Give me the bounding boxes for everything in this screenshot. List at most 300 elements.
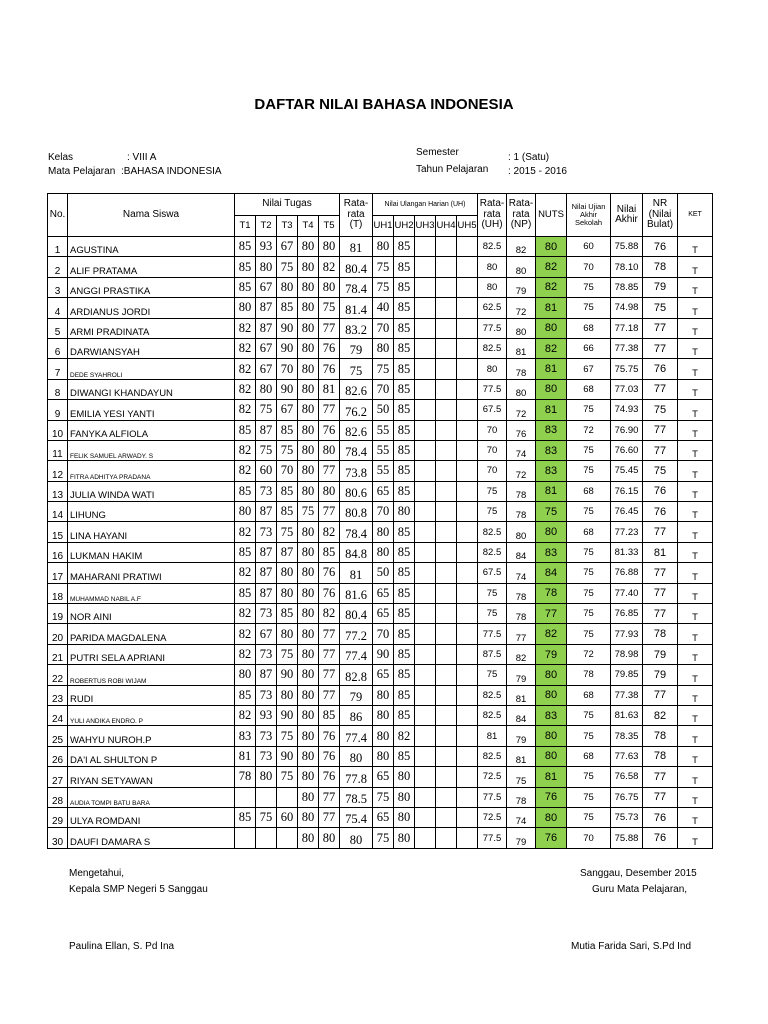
cell-rata-t: 80.6	[340, 481, 373, 501]
table-row	[48, 542, 713, 562]
cell-uh5	[457, 624, 478, 644]
cell-rata-np: 74	[507, 563, 536, 583]
cell-t4: 80	[298, 420, 319, 440]
cell-nama-siswa: LIHUNG	[68, 502, 235, 522]
cell-rata-t: 79	[340, 685, 373, 705]
cell-uh2: 85	[394, 685, 415, 705]
cell-t5: 77	[319, 624, 340, 644]
cell-t2	[256, 828, 277, 848]
header-rata-np: Rata- rata (NP)	[507, 194, 536, 237]
cell-nuts: 79	[536, 644, 567, 664]
header-uh5: UH5	[457, 216, 478, 237]
cell-rata-np: 80	[507, 257, 536, 277]
cell-rata-uh: 75	[478, 665, 507, 685]
cell-nilai-ujian-akhir: 75	[567, 440, 611, 460]
cell-rata-t: 77.8	[340, 767, 373, 787]
cell-rata-t: 78.4	[340, 440, 373, 460]
cell-nilai-bulat: 78	[643, 257, 678, 277]
cell-t1	[235, 828, 256, 848]
cell-no: 6	[48, 338, 68, 358]
cell-nuts: 80	[536, 665, 567, 685]
tahun-value: : 2015 - 2016	[508, 166, 567, 177]
cell-no: 30	[48, 828, 68, 848]
cell-nuts: 80	[536, 726, 567, 746]
cell-t1: 85	[235, 807, 256, 827]
cell-nilai-akhir: 76.15	[611, 481, 643, 501]
cell-t4: 80	[298, 400, 319, 420]
cell-rata-np: 81	[507, 338, 536, 358]
cell-nilai-akhir: 77.03	[611, 379, 643, 399]
header-t4: T4	[298, 216, 319, 237]
cell-no: 15	[48, 522, 68, 542]
table-row	[48, 624, 713, 644]
cell-uh4	[436, 522, 457, 542]
cell-uh4	[436, 359, 457, 379]
cell-nilai-ujian-akhir: 78	[567, 665, 611, 685]
table-row	[48, 502, 713, 522]
cell-rata-np: 82	[507, 644, 536, 664]
cell-t4: 80	[298, 583, 319, 603]
cell-nama-siswa: ALIF PRATAMA	[68, 257, 235, 277]
cell-uh5	[457, 604, 478, 624]
cell-no: 9	[48, 400, 68, 420]
cell-t1: 85	[235, 237, 256, 257]
cell-uh2: 85	[394, 440, 415, 460]
cell-t5: 82	[319, 522, 340, 542]
cell-nilai-ujian-akhir: 75	[567, 502, 611, 522]
cell-t2: 87	[256, 318, 277, 338]
cell-nilai-akhir: 79.85	[611, 665, 643, 685]
cell-t2: 93	[256, 237, 277, 257]
cell-t2: 73	[256, 746, 277, 766]
cell-uh3	[415, 257, 436, 277]
cell-uh2: 85	[394, 420, 415, 440]
cell-t5: 76	[319, 767, 340, 787]
cell-nilai-akhir: 78.35	[611, 726, 643, 746]
cell-rata-t: 79	[340, 338, 373, 358]
cell-rata-np: 78	[507, 502, 536, 522]
cell-no: 12	[48, 461, 68, 481]
cell-uh4	[436, 604, 457, 624]
cell-nilai-ujian-akhir: 72	[567, 420, 611, 440]
cell-ket: T	[678, 767, 713, 787]
cell-t2: 87	[256, 542, 277, 562]
cell-t5: 76	[319, 338, 340, 358]
cell-uh1: 50	[373, 400, 394, 420]
cell-t5: 77	[319, 461, 340, 481]
cell-nilai-bulat: 77	[643, 685, 678, 705]
cell-nama-siswa: AUDIA TOMPI BATU BARA	[68, 787, 235, 807]
cell-nilai-akhir: 75.73	[611, 807, 643, 827]
cell-rata-np: 81	[507, 685, 536, 705]
cell-nama-siswa: LINA HAYANI	[68, 522, 235, 542]
footer-guru-nama: Mutia Farida Sari, S.Pd Ind	[571, 941, 692, 952]
cell-nilai-akhir: 74.93	[611, 400, 643, 420]
cell-rata-uh: 82.5	[478, 338, 507, 358]
cell-t3: 80	[277, 624, 298, 644]
cell-nilai-ujian-akhir: 75	[567, 542, 611, 562]
cell-t3: 67	[277, 237, 298, 257]
cell-uh2: 85	[394, 481, 415, 501]
cell-ket: T	[678, 338, 713, 358]
cell-nama-siswa: LUKMAN HAKIM	[68, 542, 235, 562]
cell-nama-siswa: RIYAN SETYAWAN	[68, 767, 235, 787]
cell-t1: 82	[235, 624, 256, 644]
cell-ket: T	[678, 726, 713, 746]
cell-rata-t: 82.6	[340, 379, 373, 399]
cell-t3: 90	[277, 318, 298, 338]
cell-t3: 75	[277, 440, 298, 460]
cell-uh5	[457, 318, 478, 338]
cell-uh3	[415, 237, 436, 257]
cell-t1: 82	[235, 440, 256, 460]
cell-uh5	[457, 481, 478, 501]
cell-nilai-ujian-akhir: 75	[567, 726, 611, 746]
cell-uh2: 85	[394, 604, 415, 624]
cell-rata-t: 81	[340, 563, 373, 583]
semester-label: Semester	[416, 147, 459, 158]
cell-t4: 80	[298, 807, 319, 827]
cell-ket: T	[678, 644, 713, 664]
cell-t1	[235, 787, 256, 807]
cell-nilai-akhir: 77.23	[611, 522, 643, 542]
cell-uh2: 82	[394, 726, 415, 746]
footer-mengetahui: Mengetahui,	[69, 868, 125, 879]
cell-nilai-ujian-akhir: 68	[567, 318, 611, 338]
cell-t3: 75	[277, 257, 298, 277]
cell-t2: 80	[256, 257, 277, 277]
cell-uh5	[457, 828, 478, 848]
cell-t2: 73	[256, 644, 277, 664]
cell-t2: 87	[256, 583, 277, 603]
cell-t1: 82	[235, 318, 256, 338]
cell-nama-siswa: MAHARANI PRATIWI	[68, 563, 235, 583]
cell-nama-siswa: ARDIANUS JORDI	[68, 298, 235, 318]
cell-uh5	[457, 359, 478, 379]
cell-ket: T	[678, 665, 713, 685]
cell-t2: 60	[256, 461, 277, 481]
cell-no: 4	[48, 298, 68, 318]
table-row	[48, 665, 713, 685]
cell-t1: 81	[235, 746, 256, 766]
cell-no: 17	[48, 563, 68, 583]
cell-t2: 73	[256, 726, 277, 746]
cell-t2: 87	[256, 298, 277, 318]
cell-t5: 82	[319, 257, 340, 277]
cell-uh2: 85	[394, 359, 415, 379]
cell-ket: T	[678, 624, 713, 644]
cell-uh3	[415, 685, 436, 705]
cell-uh2: 85	[394, 298, 415, 318]
cell-nilai-bulat: 82	[643, 705, 678, 725]
cell-ket: T	[678, 604, 713, 624]
cell-uh4	[436, 767, 457, 787]
table-row	[48, 726, 713, 746]
cell-t4: 80	[298, 705, 319, 725]
cell-t4: 80	[298, 787, 319, 807]
table-row	[48, 685, 713, 705]
cell-nilai-ujian-akhir: 68	[567, 481, 611, 501]
cell-rata-np: 79	[507, 277, 536, 297]
cell-no: 22	[48, 665, 68, 685]
cell-t5: 77	[319, 787, 340, 807]
cell-t4: 80	[298, 359, 319, 379]
cell-uh4	[436, 746, 457, 766]
table-row	[48, 420, 713, 440]
table-row	[48, 359, 713, 379]
cell-rata-uh: 81	[478, 726, 507, 746]
cell-uh2: 85	[394, 542, 415, 562]
cell-uh4	[436, 502, 457, 522]
header-uh4: UH4	[436, 216, 457, 237]
cell-rata-np: 81	[507, 746, 536, 766]
cell-nama-siswa: PUTRI SELA APRIANI	[68, 644, 235, 664]
cell-uh1: 80	[373, 522, 394, 542]
cell-rata-uh: 82.5	[478, 237, 507, 257]
cell-rata-t: 80.4	[340, 604, 373, 624]
cell-rata-np: 78	[507, 583, 536, 603]
cell-t4: 80	[298, 726, 319, 746]
cell-rata-uh: 67.5	[478, 563, 507, 583]
cell-rata-t: 77.4	[340, 644, 373, 664]
cell-nuts: 81	[536, 481, 567, 501]
cell-uh2: 85	[394, 318, 415, 338]
cell-uh3	[415, 481, 436, 501]
cell-uh2: 85	[394, 746, 415, 766]
cell-t1: 80	[235, 502, 256, 522]
cell-rata-uh: 82.5	[478, 746, 507, 766]
mapel-value: :BAHASA INDONESIA	[121, 166, 222, 177]
cell-nuts: 80	[536, 807, 567, 827]
cell-nama-siswa: NOR AINI	[68, 604, 235, 624]
cell-t4: 80	[298, 665, 319, 685]
cell-t5: 76	[319, 563, 340, 583]
cell-uh5	[457, 787, 478, 807]
cell-ket: T	[678, 237, 713, 257]
cell-nilai-bulat: 77	[643, 379, 678, 399]
cell-rata-np: 74	[507, 807, 536, 827]
cell-uh5	[457, 461, 478, 481]
cell-t5: 77	[319, 318, 340, 338]
cell-t3: 75	[277, 644, 298, 664]
cell-ket: T	[678, 379, 713, 399]
cell-uh1: 90	[373, 644, 394, 664]
table-row	[48, 807, 713, 827]
cell-nama-siswa: EMILIA YESI YANTI	[68, 400, 235, 420]
cell-uh4	[436, 563, 457, 583]
cell-uh3	[415, 542, 436, 562]
cell-uh5	[457, 237, 478, 257]
cell-nilai-bulat: 76	[643, 237, 678, 257]
cell-uh4	[436, 787, 457, 807]
table-row	[48, 787, 713, 807]
cell-t5: 76	[319, 359, 340, 379]
cell-rata-np: 84	[507, 542, 536, 562]
cell-rata-uh: 77.5	[478, 318, 507, 338]
cell-t2: 73	[256, 604, 277, 624]
cell-nilai-bulat: 77	[643, 563, 678, 583]
cell-t5: 77	[319, 400, 340, 420]
cell-ket: T	[678, 359, 713, 379]
cell-nilai-akhir: 78.98	[611, 644, 643, 664]
cell-t3: 67	[277, 400, 298, 420]
cell-uh4	[436, 277, 457, 297]
cell-rata-t: 80.4	[340, 257, 373, 277]
cell-uh5	[457, 563, 478, 583]
cell-nama-siswa: DA'I AL SHULTON P	[68, 746, 235, 766]
cell-t1: 82	[235, 705, 256, 725]
cell-uh4	[436, 298, 457, 318]
cell-rata-t: 78.4	[340, 522, 373, 542]
cell-rata-uh: 80	[478, 257, 507, 277]
cell-nuts: 80	[536, 237, 567, 257]
cell-uh3	[415, 338, 436, 358]
cell-ket: T	[678, 542, 713, 562]
cell-uh1: 55	[373, 440, 394, 460]
cell-uh4	[436, 379, 457, 399]
cell-t5: 80	[319, 828, 340, 848]
tahun-label: Tahun Pelajaran	[416, 164, 489, 175]
cell-rata-np: 72	[507, 461, 536, 481]
cell-uh1: 65	[373, 665, 394, 685]
cell-nilai-ujian-akhir: 68	[567, 379, 611, 399]
cell-t4: 80	[298, 277, 319, 297]
cell-t2	[256, 787, 277, 807]
cell-t4: 80	[298, 604, 319, 624]
cell-no: 27	[48, 767, 68, 787]
cell-t2: 87	[256, 665, 277, 685]
footer-tempat-tanggal: Sanggau, Desember 2015	[580, 868, 697, 879]
cell-t2: 80	[256, 767, 277, 787]
cell-t4: 80	[298, 461, 319, 481]
cell-t3: 85	[277, 604, 298, 624]
cell-rata-np: 79	[507, 726, 536, 746]
cell-nama-siswa: ULYA ROMDANI	[68, 807, 235, 827]
header-t3: T3	[277, 216, 298, 237]
cell-uh4	[436, 807, 457, 827]
cell-uh1: 65	[373, 604, 394, 624]
cell-t3: 90	[277, 338, 298, 358]
cell-uh4	[436, 644, 457, 664]
cell-uh5	[457, 807, 478, 827]
cell-rata-np: 72	[507, 400, 536, 420]
cell-uh4	[436, 481, 457, 501]
header-rata-uh: Rata- rata (UH)	[478, 194, 507, 237]
cell-nilai-akhir: 81.63	[611, 705, 643, 725]
cell-nuts: 75	[536, 502, 567, 522]
cell-t2: 73	[256, 685, 277, 705]
cell-nilai-akhir: 77.38	[611, 338, 643, 358]
cell-rata-t: 75	[340, 359, 373, 379]
cell-nilai-akhir: 76.90	[611, 420, 643, 440]
header-ket: KET	[678, 194, 713, 237]
cell-t1: 82	[235, 338, 256, 358]
cell-uh5	[457, 665, 478, 685]
cell-nilai-ujian-akhir: 60	[567, 237, 611, 257]
cell-no: 5	[48, 318, 68, 338]
cell-rata-uh: 82.5	[478, 522, 507, 542]
cell-no: 23	[48, 685, 68, 705]
cell-t4: 80	[298, 828, 319, 848]
cell-nilai-ujian-akhir: 75	[567, 461, 611, 481]
cell-uh4	[436, 400, 457, 420]
cell-no: 3	[48, 277, 68, 297]
cell-uh1: 80	[373, 685, 394, 705]
cell-rata-np: 82	[507, 237, 536, 257]
cell-uh2: 80	[394, 807, 415, 827]
cell-t5: 77	[319, 665, 340, 685]
cell-nama-siswa: PARIDA MAGDALENA	[68, 624, 235, 644]
cell-rata-t: 80.8	[340, 502, 373, 522]
cell-nilai-ujian-akhir: 75	[567, 298, 611, 318]
cell-rata-uh: 62.5	[478, 298, 507, 318]
cell-ket: T	[678, 420, 713, 440]
cell-nama-siswa: DEDE SYAHROLI	[68, 359, 235, 379]
cell-t1: 85	[235, 257, 256, 277]
cell-uh3	[415, 583, 436, 603]
cell-nilai-akhir: 76.60	[611, 440, 643, 460]
cell-uh5	[457, 400, 478, 420]
header-uh2: UH2	[394, 216, 415, 237]
cell-t5: 77	[319, 807, 340, 827]
cell-uh2: 85	[394, 522, 415, 542]
cell-nama-siswa: ROBERTUS ROBI WIJAM	[68, 665, 235, 685]
cell-uh5	[457, 440, 478, 460]
cell-uh5	[457, 542, 478, 562]
cell-uh3	[415, 400, 436, 420]
cell-t2: 67	[256, 338, 277, 358]
cell-nilai-akhir: 77.18	[611, 318, 643, 338]
header-uh1: UH1	[373, 216, 394, 237]
cell-uh3	[415, 624, 436, 644]
cell-nilai-akhir: 76.45	[611, 502, 643, 522]
cell-uh5	[457, 767, 478, 787]
cell-no: 24	[48, 705, 68, 725]
cell-rata-uh: 75	[478, 502, 507, 522]
cell-t4: 75	[298, 502, 319, 522]
cell-rata-t: 77.4	[340, 726, 373, 746]
cell-rata-uh: 70	[478, 440, 507, 460]
cell-nuts: 80	[536, 318, 567, 338]
footer-guru-label: Guru Mata Pelajaran,	[592, 884, 688, 895]
cell-uh4	[436, 318, 457, 338]
header-uh3: UH3	[415, 216, 436, 237]
cell-nuts: 83	[536, 461, 567, 481]
cell-no: 25	[48, 726, 68, 746]
cell-nilai-bulat: 76	[643, 359, 678, 379]
cell-t3: 70	[277, 461, 298, 481]
cell-t2: 87	[256, 502, 277, 522]
footer-kepala-nama: Paulina Ellan, S. Pd Ina	[69, 941, 175, 952]
cell-uh1: 80	[373, 705, 394, 725]
cell-uh2: 85	[394, 583, 415, 603]
cell-uh5	[457, 338, 478, 358]
cell-t3: 87	[277, 542, 298, 562]
cell-uh2: 85	[394, 379, 415, 399]
cell-rata-uh: 80	[478, 277, 507, 297]
cell-t5: 76	[319, 420, 340, 440]
cell-nuts: 83	[536, 440, 567, 460]
cell-nuts: 82	[536, 277, 567, 297]
cell-nilai-bulat: 79	[643, 665, 678, 685]
cell-nuts: 80	[536, 685, 567, 705]
cell-uh1: 75	[373, 359, 394, 379]
cell-t5: 82	[319, 604, 340, 624]
cell-nama-siswa: MUHAMMAD NABIL A.F	[68, 583, 235, 603]
cell-rata-np: 78	[507, 359, 536, 379]
cell-ket: T	[678, 787, 713, 807]
cell-uh1: 80	[373, 746, 394, 766]
